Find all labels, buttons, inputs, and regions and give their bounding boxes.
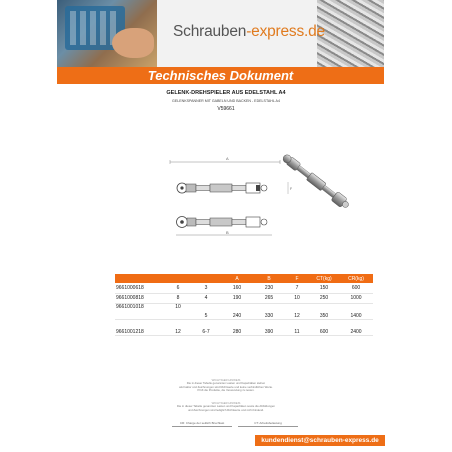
table-cell: 2400 [350,329,362,335]
hand-image [112,28,154,58]
footer-note-right-rule [238,426,298,428]
table-cell: 190 [232,295,242,302]
footer-note-right-text: CT: Arbeitsbelastung [254,421,282,425]
article-number: 9661000618 [116,284,144,291]
table-cell: 330 [264,313,274,319]
table-cell: 230 [264,284,274,291]
table-row [115,293,373,304]
table-cell: 10 [294,295,300,302]
article-number: 9661000818 [116,295,144,302]
brand-logo[interactable] [173,23,325,41]
notice-1 [0,378,452,393]
table-cell: 1400 [350,313,362,319]
table-header-row [115,274,373,283]
contact-email-link[interactable]: kundendienst@schrauben-express.de [261,437,379,444]
notice-heading: WICHTIGER HINWEIS [211,378,241,382]
table-cell: 11 [294,329,300,335]
table-header-cell: CR(kg) [339,274,373,283]
product-subtitle: GELENKSPANNER MIT GABELN UND BACKEN - EDELSTAHL A4 [172,99,280,103]
table-header-cell: A [221,274,253,283]
table-cell: 150 [319,284,329,291]
product-photo [270,140,360,220]
table-row [115,320,373,336]
footer-note-left-rule [172,426,232,428]
table-cell: 7 [295,284,299,291]
turnbuckle-top-view [177,183,267,193]
table-cell: 6 [176,284,180,291]
logo-text-domain: -express.de [246,23,325,40]
footer-contact-bar [255,435,385,446]
table-cell: 6-7 [202,329,210,335]
specification-table [115,274,373,336]
logo-text-main: Schrauben [173,23,247,40]
article-number: 9661001218 [116,329,144,335]
document-title: Technisches Dokument [147,68,294,83]
table-cell: 4 [204,295,208,302]
article-number: 9661001018 [116,304,144,310]
footer-note-left [172,421,232,428]
notice-line: Prüft die Produkte, die Verwendung zu testen. [197,388,255,393]
notice-2 [0,401,452,412]
document-title-bar [57,67,384,84]
table-header-cell [191,274,221,283]
product-name: GELENK-DREHSPIELER AUS EDELSTAHL A4 [166,90,286,96]
notice-heading: WICHTIGER HINWEIS [211,401,241,405]
tools-photo [57,0,157,67]
table-cell: 10 [175,304,181,310]
footer-note-left-text: CR: Charge der seitlich Bruchlast [179,421,225,425]
table-cell: 350 [319,313,329,319]
notice-line: Die in dieser Tabelle genannten Lasten und Kapazitäten sowie die Abbildungen [177,404,275,408]
table-cell: 12 [175,329,181,335]
table-cell: 8 [176,295,180,302]
notice-line: als Faktor und Zeichnungen sind Richtwerte und keine verbindlichen Werte. [179,384,273,389]
table-cell: 390 [264,329,274,335]
turnbuckle-side-view [177,217,268,228]
table-cell: 265 [264,295,274,302]
drawing-label-a: A [226,156,229,161]
screws-photo [317,0,384,67]
notice-line: und Zeichnungen sind lediglich Richtwerte und nicht bindend. [187,407,265,412]
table-header-cell: B [253,274,285,283]
table-header-cell [115,274,165,283]
table-cell: 1000 [350,295,362,302]
table-cell: 600 [319,329,329,335]
table-cell: 5 [204,313,208,319]
table-cell: 250 [319,295,329,302]
footer-note-right [238,421,298,428]
table-header-cell [165,274,191,283]
table-cell: 3 [204,284,208,291]
table-cell: 600 [351,284,361,291]
notice-line: Die in dieser Tabelle genannten Lasten und Kapazitäten stehen [186,381,266,385]
table-header-cell: CT(kg) [309,274,339,283]
header-banner [57,0,384,67]
drawing-label-f: F [290,187,293,191]
table-cell: 280 [232,329,242,335]
table-cell: 240 [232,313,242,319]
table-row [115,304,373,320]
table-row [115,283,373,293]
table-header-cell: F [285,274,309,283]
product-code: V59661 [217,106,235,112]
table-cell: 12 [294,313,300,319]
table-cell: 160 [232,284,242,291]
drawing-label-b: B [226,230,229,235]
